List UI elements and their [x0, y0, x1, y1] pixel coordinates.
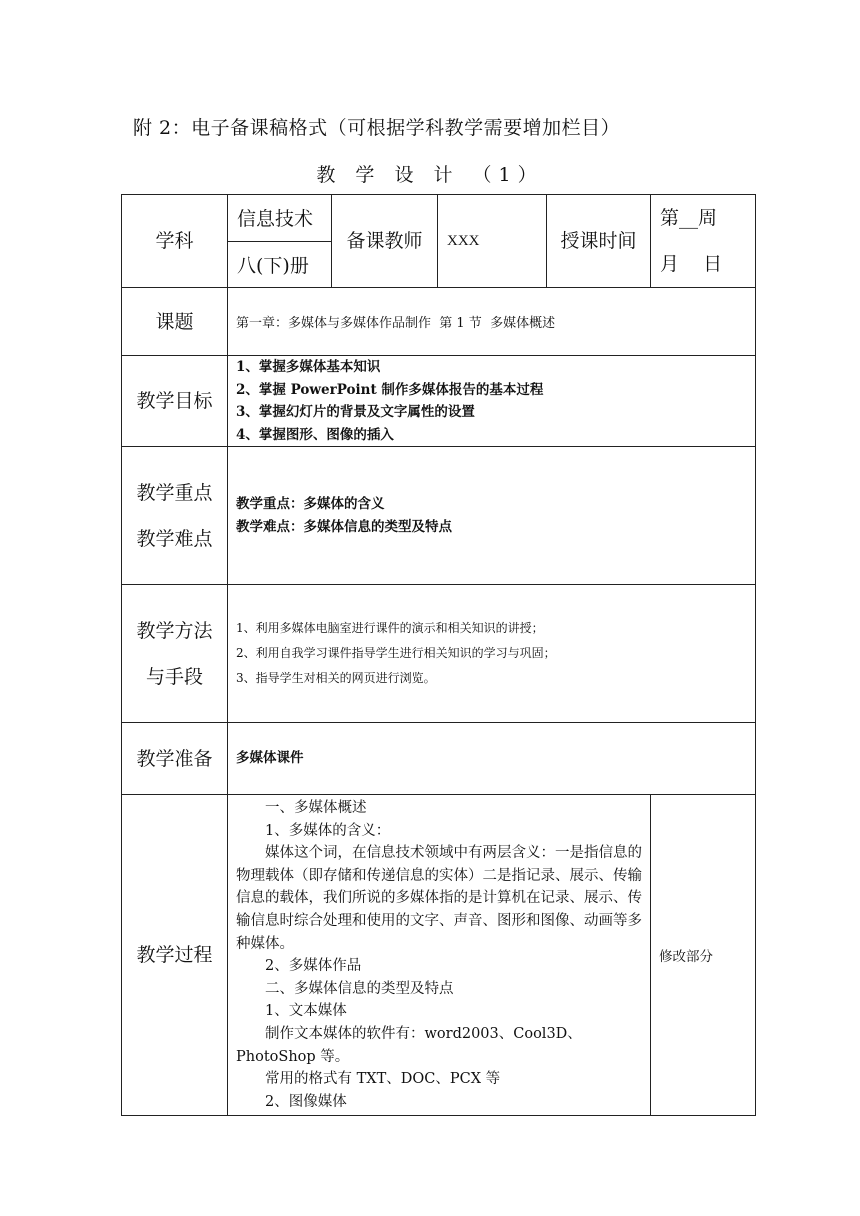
process-content: [228, 795, 651, 1116]
teacher-value: XXX: [438, 195, 547, 288]
process-paragraph: 制作文本媒体的软件有：word2003、Cool3D、PhotoShop 等。: [236, 1025, 582, 1065]
objective-item: 4、掌握图形、图像的插入: [236, 426, 394, 443]
objective-item: 2、掌握 PowerPoint 制作多媒体报告的基本过程: [236, 381, 544, 398]
subject-value: 信息技术: [228, 195, 332, 242]
preparation-label: 教学准备: [122, 723, 228, 795]
process-paragraph: 一、多媒体概述: [265, 800, 367, 816]
difficulty-text: 教学难点：多媒体信息的类型及特点: [236, 518, 452, 535]
objectives-list: [228, 356, 756, 447]
process-paragraph: 二、多媒体信息的类型及特点: [265, 980, 454, 997]
key-points-label: [122, 447, 228, 585]
lesson-plan-table: [121, 194, 756, 1116]
process-paragraph: 2、图像媒体: [265, 1093, 347, 1110]
time-date: 月 日: [660, 253, 723, 275]
document-title: 教 学 设 计 （1）: [316, 164, 544, 186]
objectives-label: 教学目标: [122, 356, 228, 447]
grade-value: 八(下)册: [228, 241, 332, 288]
method-item: 1、利用多媒体电脑室进行课件的演示和相关知识的讲授；: [236, 621, 544, 635]
method-item: 2、利用自我学习课件指导学生进行相关知识的学习与巩固；: [236, 646, 556, 660]
objective-item: 3、掌握幻灯片的背景及文字属性的设置: [236, 404, 475, 420]
process-paragraph: 常用的格式有 TXT、DOC、PCX 等: [265, 1071, 501, 1088]
difficulty-label: 教学难点: [136, 527, 213, 550]
preparation-value: 多媒体课件: [228, 723, 756, 795]
methods-label-line2: 与手段: [145, 665, 203, 688]
time-label: 授课时间: [547, 195, 651, 288]
key-point-text: 教学重点：多媒体的含义: [236, 496, 385, 512]
subject-label: 学科: [122, 195, 228, 288]
process-label: 教学过程: [122, 795, 228, 1116]
process-paragraph: 2、多媒体作品: [265, 958, 362, 975]
methods-list: [228, 585, 756, 723]
methods-label-line1: 教学方法: [136, 619, 213, 642]
objective-item: 1、掌握多媒体基本知识: [236, 359, 381, 375]
method-item: 3、指导学生对相关的网页进行浏览。: [236, 671, 436, 685]
methods-label: [122, 585, 228, 723]
time-week: 第__周: [660, 207, 718, 229]
process-paragraph: 媒体这个词，在信息技术领域中有两层含义：一是指信息的物理载体（即存储和传递信息的实体）二是指记录、展示、传输信息的载体，我们所说的多媒体指的是计算机在记录、展示、传输信息时综合处理和使用的文字、声音、图形和图像、动画等多种媒体。: [236, 845, 642, 952]
teacher-label: 备课教师: [332, 195, 438, 288]
topic-text: 第一章：多媒体与多媒体作品制作 第 1 节 多媒体概述: [236, 316, 556, 331]
process-paragraph: 1、多媒体的含义：: [265, 822, 391, 839]
key-label: 教学重点: [136, 481, 213, 504]
page-heading: 附 2：电子备课稿格式（可根据学科教学需要增加栏目）: [133, 117, 621, 139]
process-paragraph: 1、文本媒体: [265, 1003, 347, 1020]
modify-section: [651, 795, 756, 1116]
key-points-content: [228, 447, 756, 585]
modify-label: 修改部分: [659, 949, 713, 966]
topic-label: 课题: [122, 288, 228, 356]
topic-value: [228, 288, 756, 356]
time-value: [651, 195, 756, 288]
